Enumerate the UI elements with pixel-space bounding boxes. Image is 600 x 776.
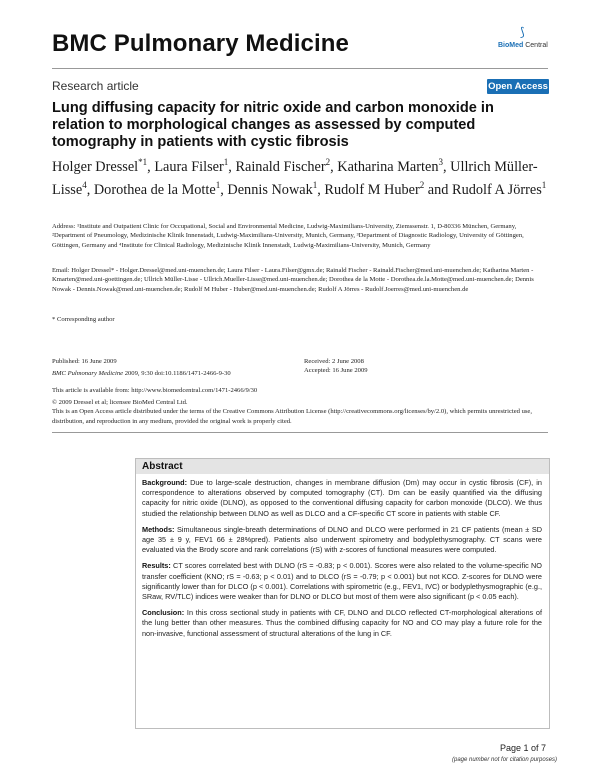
metadata-divider <box>52 432 548 433</box>
logo-brand: BioMed <box>498 42 524 49</box>
author-affiliation: 1 <box>312 179 318 190</box>
author-list: Holger Dressel$^{*1}$, Laura Filser$^1$, Rainald Fischer$^2$, Katharina Marten$^3$, Ullrich Müller-Lisse$^4$, Dorothea de la Motte$^1$, Dennis Nowak$^1$, Rudolf M Huber$^2$ and Rudolf A Jörres$^1$ <box>52 157 547 198</box>
author-affiliation: 1 <box>541 179 547 190</box>
background-label: Background: <box>142 478 187 487</box>
page-number-note: (page number not for citation purposes) <box>452 757 558 763</box>
abstract-results <box>142 561 542 602</box>
author-affiliation: 2 <box>419 179 425 190</box>
citation-details: 2009, 9:30 doi:10.1186/1471-2466-9-30 <box>123 370 231 378</box>
page-number: Page 1 of 7 <box>500 743 547 753</box>
author-affiliation: 1 <box>223 157 229 167</box>
copyright-block <box>52 398 548 426</box>
journal-title: BMC Pulmonary Medicine <box>52 30 349 57</box>
author-name: Rudolf M Huber <box>324 181 420 198</box>
methods-text: Simultaneous single-breath determinations of DLNO and DLCO were performed in 21 CF patients (mean ± SD age 35 ± 9 y, FEV1 66 ± 28%pred). Patients also underwent spirometry and bodyplethysmography. CT scans were evaluated via the Brody score and rank correlations (rS) with z-scores of functional measures were computed. <box>142 524 542 555</box>
history-dates <box>304 357 484 376</box>
author-name: Rudolf A Jörres <box>452 181 542 198</box>
author-name: Dorothea de la Motte <box>93 181 216 198</box>
article-type: Research article <box>52 79 139 93</box>
author-affiliation: 4 <box>82 179 87 190</box>
results-text: CT scores correlated best with DLNO (rS = -0.83; p < 0.001). Scores were also related to the volume-specific NO transfer coefficient (KNO; rS = -0.63; p < 0.01) and to DLCO (rS = -0.79; p < 0.001) but not KCO. Z-scores for DLNO were significantly lower than for DLCO (p < 0.001). Correlations with spirometric (e.g., FEV1, IVC) or bodyplethysmographic (e.g., SRaw, RV/TLC) indices were weaker than for DLNO or DLCO but most of them were also significant (p < 0.05 each). <box>142 561 542 602</box>
results-label: Results: <box>142 561 171 571</box>
author-name: Ullrich Müller-Lisse <box>52 158 538 198</box>
author-name: Dennis Nowak <box>227 181 313 198</box>
logo-suffix: Central <box>523 42 548 49</box>
author <box>227 179 318 198</box>
published-date: Published: 16 June 2009 <box>52 358 117 365</box>
background-text: Due to large-scale destruction, changes in membrane diffusion (Dm) may occur in cystic fibrosis (CF), in correspondence to alterations observed by computed tomography (CT). Dm can be easily quantified via the diffusing capacity for nitric oxide (DLNO), as opposed to the conventional diffusing capacity for carbon monoxide (DLCO). We thus studied the relationship between DLNO as well as DLCO and a CF-specific CT score in patients with stable CF. <box>142 478 542 518</box>
author-affiliation: 2 <box>325 157 331 167</box>
received-date: Received: 2 June 2008 <box>304 358 364 365</box>
article-url[interactable]: This article is available from: http://www.biomedcentral.com/1471-2466/9/30 <box>52 387 258 394</box>
author-name: Rainald Fischer <box>235 158 326 175</box>
open-access-badge: Open Access <box>488 81 548 92</box>
abstract-background <box>142 478 542 519</box>
author <box>235 159 330 175</box>
methods-label: Methods: <box>142 524 175 534</box>
affiliations: Address: ¹Institute and Outpatient Clinic for Occupational, Social and Environmental Medicine, Ludwig-Maximilians-University, Ziemssenstr. 1, D-80336 München, Germany, ²Department of Pneumology, Medizinische Klinik Innenstadt, Ludwig-Maximilians-University, Munich, Germany, ³Department of Diagnostic Radiology, University of Göttingen, Göttingen, Germany and ⁴Institute for Clinical Radiology, Medizinische Klinik Innenstadt, Ludwig-Maximilians-University, Munich, Germany <box>52 223 524 249</box>
abstract-heading: Abstract <box>136 459 549 474</box>
publication-info <box>52 357 312 379</box>
author <box>337 159 443 175</box>
abstract-body <box>142 478 542 645</box>
author <box>452 179 547 198</box>
author <box>52 159 147 175</box>
license-text: This is an Open Access article distributed under the terms of the Creative Commons Attribution License (http://creativecommons.org/licenses/by/2.0), which permits unrestricted use, distribution, and reproduction in any medium, provided the original work is properly cited. <box>52 408 533 425</box>
biomed-central-logo-icon: ⟆ <box>520 25 525 39</box>
author-affiliation: 3 <box>438 157 443 167</box>
corresponding-author-note: * Corresponding author <box>52 316 115 323</box>
author-name: Laura Filser <box>154 158 224 175</box>
author-affiliation: 1 <box>215 179 221 190</box>
abstract-conclusion <box>142 608 542 639</box>
accepted-date: Accepted: 16 June 2009 <box>304 367 368 375</box>
author <box>93 179 221 198</box>
author-name: Holger Dressel <box>52 158 139 175</box>
copyright-line: © 2009 Dressel et al; licensee BioMed Central Ltd. <box>52 399 188 406</box>
abstract-box <box>135 458 550 729</box>
author <box>324 179 425 198</box>
article-title: Lung diffusing capacity for nitric oxide and carbon monoxide in relation to morphological changes as assessed by computed tomography in patients with cystic fibrosis <box>52 100 494 150</box>
author-name: Katharina Marten <box>337 158 439 175</box>
author-emails: Email: Holger Dressel* - Holger.Dressel@med.uni-muenchen.de; Laura Filser - Laura.Filser@gmx.de; Rainald Fischer - Rainald.Fischer@med.uni-muenchen.de; Katharina Marten - Kmarten@med.uni-goettingen.de; Ullrich Müller-Lisse - Ullrich.Mueller-Lisse@med.uni-muenchen.de; Dorothea de la Motte - Dorothea.de.la.Motte@med.uni-muenchen.de; Dennis Nowak - Dennis.Nowak@med.uni-muenchen.de; Rudolf M Huber - Huber@med.uni-muenchen.de; Rudolf A Jörres - Rudolf.Joerres@med.uni-muenchen.de <box>52 267 534 293</box>
conclusion-label: Conclusion: <box>142 608 185 618</box>
conclusion-text: In this cross sectional study in patients with CF, DLNO and DLCO reflected CT-morphological alterations of the lung better than other measures. Thus the combined diffusing capacity for NO and CO may play a future role for the non-invasive, functional assessment of structural alterations of the lung in CF. <box>142 608 542 638</box>
abstract-methods <box>142 525 542 556</box>
author-affiliation: *1 <box>138 157 148 167</box>
author <box>154 159 228 175</box>
header-divider <box>52 68 548 69</box>
publisher-logo <box>498 26 548 56</box>
citation-journal: BMC Pulmonary Medicine <box>52 370 124 378</box>
